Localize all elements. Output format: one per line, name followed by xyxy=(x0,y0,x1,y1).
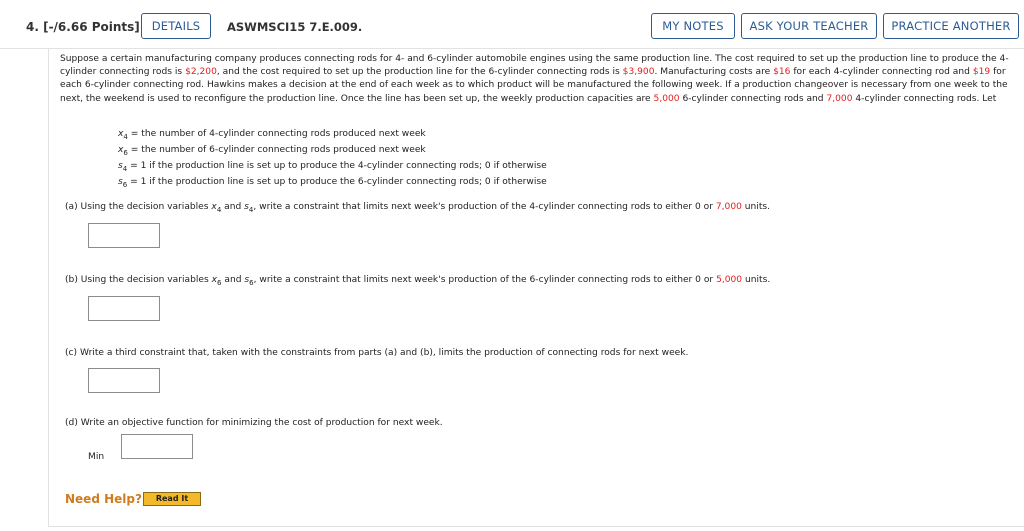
definition-x6: $x_6$ = the number of 6-cylinder connecting rods produced next week xyxy=(118,145,426,157)
my-notes-button[interactable]: MY NOTES xyxy=(651,13,735,39)
part-c-prompt: (c) Write a third constraint that, taken with the constraints from parts (a) and (b), limits the production of connecting rods for next week. xyxy=(65,348,689,358)
definition-text: = the number of 4-cylinder connecting rods produced next week xyxy=(130,129,426,139)
prompt-text: units. xyxy=(741,202,771,212)
problem-text: for each 6-cylinder connecting rod. Hawkins makes a decision at the end of each week as to which product will be manufactured the following week. If a production changeover is necessary from one week to the next, the weekend is used to reconfigure the production line. Once the line has been set up, the weekly production capacities are xyxy=(60,67,1008,104)
problem-text: 6-cylinder connecting rods and xyxy=(679,93,827,104)
part-b-prompt: (b) Using the decision variables $x_6$ and $s_6$, write a constraint that limits next week's production of the 6-cylinder connecting rods to either 0 or 5,000 units. xyxy=(65,275,771,287)
setup-cost-4: $2,200 xyxy=(185,67,217,78)
need-help-label: Need Help? xyxy=(65,492,142,506)
definition-text: = 1 if the production line is set up to produce the 6-cylinder connecting rods; 0 if otherwise xyxy=(130,177,547,187)
part-b-answer-input[interactable] xyxy=(88,296,160,321)
part-a-limit: 7,000 xyxy=(715,202,742,212)
problem-statement xyxy=(60,53,1018,106)
definition-x4: $x_4$ = the number of 4-cylinder connecting rods produced next week xyxy=(118,129,426,141)
part-a-answer-input[interactable] xyxy=(88,223,160,248)
problem-text: Suppose a certain manufacturing company produces connecting rods for 4- and 6-cylinder automobile engines using the same production line. The cost required to set up the production line to produce the 4-cylinder connecting rods is xyxy=(60,54,1009,78)
setup-cost-6: $3,900 xyxy=(622,67,655,78)
question-body-frame xyxy=(48,48,1024,527)
question-header xyxy=(0,0,1024,49)
prompt-text: (b) Using the decision variables xyxy=(65,275,212,285)
definition-text: = 1 if the production line is set up to produce the 4-cylinder connecting rods; 0 if otherwise xyxy=(130,161,547,171)
practice-another-button[interactable]: PRACTICE ANOTHER xyxy=(883,13,1019,39)
prompt-text: units. xyxy=(742,275,771,285)
unit-cost-4: $16 xyxy=(773,67,791,78)
question-number: 4. [-/6.66 Points] xyxy=(26,20,140,34)
read-it-button[interactable]: Read It xyxy=(143,492,201,506)
definition-s4: $s_4 = 1$ if the production line is set up to produce the 4-cylinder connecting rods; 0 if otherwise xyxy=(118,161,547,173)
min-label: Min xyxy=(88,452,105,462)
part-a-prompt: (a) Using the decision variables $x_4$ and $s_4$, write a constraint that limits next week's production of the 4-cylinder connecting rods to either 0 or 7,000 units. xyxy=(65,202,771,214)
part-b-limit: 5,000 xyxy=(716,275,743,285)
prompt-text: and xyxy=(221,202,245,212)
prompt-text: , write a constraint that limits next week's production of the 4-cylinder connecting rods to either 0 or xyxy=(253,202,716,212)
definition-s6: $s_6 = 1$ if the production line is set up to produce the 6-cylinder connecting rods; 0 if otherwise xyxy=(118,177,547,189)
problem-text: . Manufacturing costs are xyxy=(654,67,774,78)
part-c-answer-input[interactable] xyxy=(88,368,160,393)
prompt-text: (a) Using the decision variables xyxy=(65,202,212,212)
prompt-text: , write a constraint that limits next week's production of the 6-cylinder connecting rods to either 0 or xyxy=(253,275,717,285)
capacity-6: 5,000 xyxy=(653,93,680,104)
unit-cost-6: $19 xyxy=(972,67,991,78)
problem-text: for each 4-cylinder connecting rod and xyxy=(790,67,973,78)
definition-text: = the number of 6-cylinder connecting rods produced next week xyxy=(130,145,426,155)
problem-code: ASWMSCI15 7.E.009. xyxy=(227,20,363,34)
details-button[interactable]: DETAILS xyxy=(141,13,211,39)
ask-your-teacher-button[interactable]: ASK YOUR TEACHER xyxy=(741,13,877,39)
problem-text: 4-cylinder connecting rods. Let xyxy=(852,93,997,104)
prompt-text: and xyxy=(221,275,245,285)
problem-text: , and the cost required to set up the production line for the 6-cylinder connecting rods is xyxy=(216,67,623,78)
part-d-answer-input[interactable] xyxy=(121,434,193,459)
part-d-prompt: (d) Write an objective function for minimizing the cost of production for next week. xyxy=(65,418,443,428)
capacity-4: 7,000 xyxy=(826,93,853,104)
